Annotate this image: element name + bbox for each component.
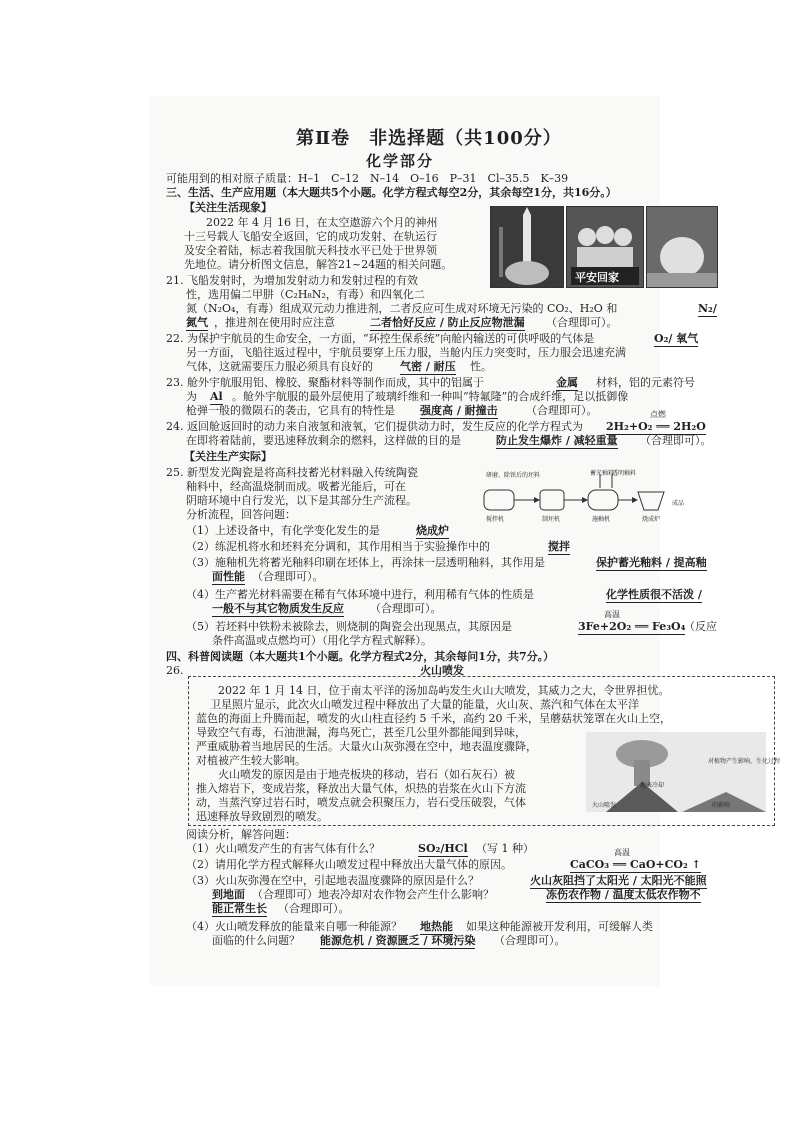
q24-note: （合理即可）。 [640,434,712,447]
q25-3-answer: 保护蓄光釉料 / 提高釉 [596,556,707,569]
q25-4-note: （合理即可）。 [370,602,442,615]
intro-line: 先地位。请分析图文信息，解答21~24题的相关问题。 [184,258,453,271]
q25-2-answer: 搅拌 [548,540,570,553]
q26-number: 26. [166,664,184,677]
q26-4-answer: 能源危机 / 资源匮乏 / 环境污染 [320,934,476,947]
q22-line: 22. 为保护宇航员的生命安全，一方面，“环控生保系统”向舱内输送的可供呼吸的气体是 [166,332,595,345]
q25-1-answer: 烧成炉 [416,524,449,537]
intro-line: 2022 年 4 月 16 日，在太空遨游六个月的神州 [184,216,438,229]
q26-4-answer: 地热能 [420,920,453,933]
q23-answer: 金属 [556,376,578,389]
q25-2: （2）练泥机将水和坯料充分调和，其作用相当于实验操作中的 [186,540,490,553]
figure-label: 的影响 [712,802,731,809]
flow-label: 施釉机 [592,516,611,523]
flow-label: 蓄光釉料 [590,470,615,477]
q26-3-answer: 到地面 [212,888,245,901]
reading-paragraph: 卫星照片显示，此次火山喷发过程中释放出了大量的能量，火山灰、蒸汽和气体在太平洋 [210,698,639,711]
focus-life-label: 【关注生活现象】 [184,201,272,214]
q25-5: （5）若坯料中铁粉未被除去，则烧制的陶瓷会出现黑点，其原因是 [186,620,512,633]
q22-answer: 气密 / 耐压 [400,360,456,373]
q21-line: ，推进剂在使用时应注意 [214,316,335,329]
q25-line: 25. 新型发光陶瓷是将高科技蓄光材料融入传统陶瓷 [166,466,418,479]
q21-answer: N₂/ [698,302,717,315]
q25-line: 釉料中，经高温烧制而成。吸蓄光能后，可在 [186,480,406,493]
q25-line: 阴暗环境中自行发光，以下是其部分生产流程。 [186,494,417,507]
section3-heading: 三、生活、生产应用题（本大题共5个小题。化学方程式每空2分，其余每空1分，共16分。） [166,186,617,199]
capsule-landing-photo [646,206,718,288]
q24-line: 在即将着陆前，要迅速释放剩余的燃料，这样做的目的是 [186,434,461,447]
flow-label: 烧成炉 [642,516,661,523]
reading-paragraph: 导致空气有毒，石油泄漏，海鸟死亡，甚至几公里外都能闻到异味， [196,726,526,739]
q26-3-answer: 冻伤农作物 / 温度太低农作物不 [546,888,701,901]
reading-paragraph: 推入熔岩下，变成岩浆，释放出大量气体，炽热的岩浆在火山下方流 [196,782,526,795]
q26-4: 如果这种能源被开发利用，可缓解人类 [466,920,653,933]
q26-3-note: （合理即可）地表冷却对农作物会产生什么影响？ [252,888,494,901]
q26-2-condition: 高温 [614,848,630,857]
q26-1-note: （写 1 种） [476,842,534,855]
flow-label: 透明釉料 [612,470,637,477]
q26-3-answer: 火山灰阻挡了太阳光 / 太阳光不能照 [530,874,707,887]
reading-paragraph: 火山喷发的原因是由于地壳板块的移动，岩石（如石灰石）被 [196,768,515,781]
reading-paragraph: 对植被产生较大影响。 [196,754,306,767]
q24-equation: 2H₂+O₂ ══ 2H₂O [606,420,706,433]
q21-line: 21. 飞船发射时，为增加发射动力和发射过程的有效 [166,274,418,287]
q25-5-note: 条件高温或点燃均可）（用化学方程式解释）。 [212,634,432,647]
q23-note: （合理即可）。 [526,404,598,417]
figure-label: 火山喷发 [592,802,617,809]
reading-paragraph: 严重威胁着当地居民的生活。大量火山灰弥漫在空中，地表温度骤降， [196,740,537,753]
section4-heading: 四、科普阅读题（本大题共1个小题。化学方程式2分，其余每问1分，共7分。） [166,650,555,663]
q22-line: 性。 [470,360,492,373]
q26-4-note: （合理即可）。 [494,934,566,947]
q21-line: 性，选用偏二甲肼（C₂H₈N₂，有毒）和四氧化二 [186,288,425,301]
q25-5-note: （反应 [684,620,717,633]
q26-4: 面临的什么问题？ [212,934,300,947]
q26-1-answer: SO₂/HCl [418,842,468,855]
reading-paragraph: 迅速释放导致剧烈的喷发。 [196,810,328,823]
q21-note: （合理即可）。 [546,316,618,329]
q22-answer: O₂/ 氧气 [654,332,699,345]
q25-3: （3）施釉机先将蓄光釉料印刷在坯体上，再涂抹一层透明釉料，其作用是 [186,556,545,569]
q25-5-condition: 高温 [604,610,620,619]
page-subtitle: 化学部分 [366,152,435,170]
q23-answer: 强度高 / 耐撞击 [420,404,498,417]
intro-line: 十三号载人飞船安全返回，它的成功发射、在轨运行 [184,230,437,243]
q25-3-note: （合理即可）。 [252,570,324,583]
q26-title: 火山喷发 [420,664,464,677]
figure-label: 地表冷却 [640,782,665,789]
q21-answer: 氮气 [186,316,208,329]
flow-label: 成品 [672,500,685,507]
q26-2-equation: CaCO₃ ══ CaO+CO₂ ↑ [570,858,701,871]
q23-line: 枪弹一般的微陨石的袭击，它具有的特性是 [186,404,395,417]
focus-prod-label: 【关注生产实际】 [184,450,272,463]
q26-3: （3）火山灰弥漫在空中，引起地表温度骤降的原因是什么？ [186,874,479,887]
q24-answer: 防止发生爆炸 / 减轻重量 [496,434,618,447]
q23-line: 为 [186,390,197,403]
astronauts-photo [566,206,644,288]
q25-4: （4）生产蓄光材料需要在稀有气体环境中进行，利用稀有气体的性质是 [186,588,534,601]
flow-label: 搅拌机 [486,516,505,523]
q24-line: 24. 返回舱返回时的动力来自液氢和液氧，它们提供动力时，发生反应的化学方程式为 [166,420,583,433]
photo-caption: 平安回家 [575,272,619,284]
q26-4: （4）火山喷发释放的能量来自哪一种能源？ [186,920,402,933]
page-title: 第Ⅱ卷 非选择题（共100分） [296,128,562,149]
q25-1: （1）上述设备中，有化学变化发生的是 [186,524,380,537]
reading-paragraph: 动，当蒸汽穿过岩石时，喷发点就会积聚压力，岩石受压破裂，气体 [196,796,526,809]
figure-label: 对植物产生影响，生化过程 [708,758,781,765]
intro-line: 及安全着陆，标志着我国航天科技水平已处于世界领 [184,244,437,257]
q23-line: 23. 舱外宇航服用铝、橡胶、聚酯材料等制作而成，其中的铝属于 [166,376,484,389]
reading-lead: 阅读分析，解答问题： [186,828,296,841]
reading-paragraph: 蓝色的海面上升腾而起，喷发的火山柱直径约 5 千米，高约 20 千米，呈蘑菇状笼罩在火山上空， [196,712,671,725]
q25-3-answer: 面性能 [212,570,245,583]
q23-line: 。舱外宇航服的最外层使用了玻璃纤维和一种叫“特氟隆”的合成纤维，足以抵御像 [232,390,629,403]
q25-5-equation: 3Fe+2O₂ ══ Fe₃O₄ [578,620,686,633]
q24-condition: 点燃 [650,410,666,419]
q22-line: 气体，这就需要压力服必须具有良好的 [186,360,373,373]
atomic-masses: 可能用到的相对原子质量：H–1 C–12 N–14 O–16 P–31 Cl–35.5 K–39 [166,172,569,185]
q26-3-answer: 能正常生长 [212,902,267,915]
q25-line: 分析流程，回答问题： [186,508,296,521]
q25-4-answer: 一般不与其它物质发生反应 [212,602,344,615]
q23-line: 材料，铝的元素符号 [596,376,695,389]
q23-answer: Al [210,390,223,403]
q25-4-answer: 化学性质很不活泼 / [606,588,702,601]
q21-answer: 二者恰好反应 / 防止反应物泄漏 [370,316,525,329]
rocket-launch-photo [490,206,564,288]
q21-line: 氮（N₂O₄，有毒）组成双元动力推进剂，二者反应可生成对环境无污染的 CO₂、H₂O 和 [186,302,618,315]
flow-label: 研磨、除铁后的坯料 [486,472,541,479]
q26-1: （1）火山喷发产生的有害气体有什么？ [186,842,380,855]
q26-2: （2）请用化学方程式解释火山喷发过程中释放出大量气体的原因。 [186,858,512,871]
q22-line: 另一方面，飞船往返过程中，宇航员要穿上压力服，当舱内压力突变时，压力服会迅速充满 [186,346,626,359]
q26-3-note: （合理即可）。 [278,902,350,915]
reading-paragraph: 2022 年 1 月 14 日，位于南太平洋的汤加岛屿发生火山大喷发，其威力之大，令世界担忧。 [196,684,670,697]
flow-label: 制坯机 [542,516,561,523]
